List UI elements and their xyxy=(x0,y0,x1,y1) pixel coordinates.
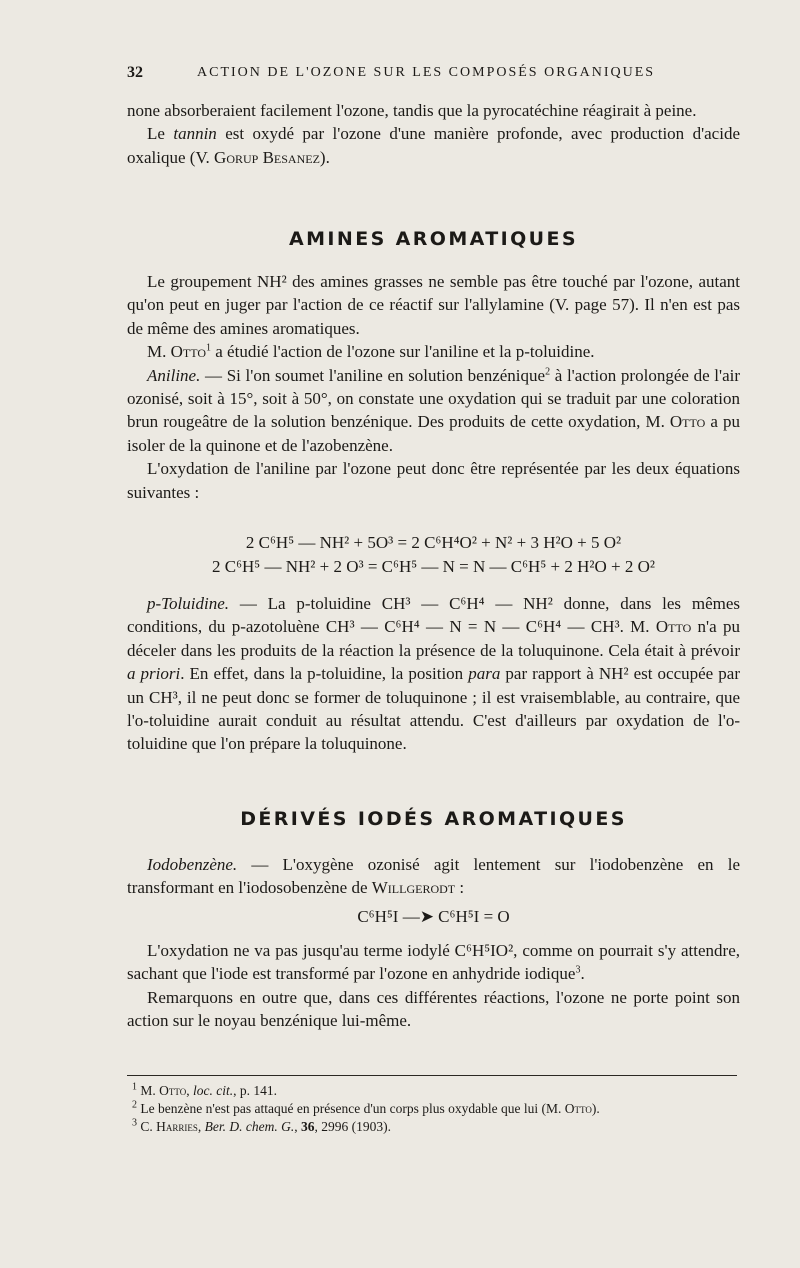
amines-text-top xyxy=(127,270,740,504)
iodobenzene-paragraph: Iodobenzène. — L'oxygène ozonisé agit lentement sur l'iodobenzène en le transformant en l'iodosobenzène de Willgerodt : xyxy=(127,855,740,898)
footnote-3: $^3$ C. Harries, Ber. D. chem. G., 36, 2996 (1903). xyxy=(132,1117,392,1134)
running-title: ACTION DE L'OZONE SUR LES COMPOSÉS ORGANIQUES xyxy=(197,65,656,80)
intro-paragraph-2: Le tannin est oxydé par l'ozone d'une manière profonde, avec production d'acide oxalique (V. Gorup Besanez). xyxy=(127,124,740,167)
equation-2: 2 C⁶H⁵ — NH² + 2 O³ = C⁶H⁵ — N = N — C⁶H⁵ + 2 H²O + 2 O² xyxy=(212,557,655,576)
italic-term: Aniline. xyxy=(147,365,201,385)
iodyle-paragraph: L'oxydation ne va pas jusqu'au terme iodylé C⁶H⁵IO², comme on pourrait s'y attendre, sachant que l'iode est transformé par l'ozone en anhydride iodique$^3$. xyxy=(127,941,740,984)
section-heading-amines: AMINES AROMATIQUES xyxy=(289,228,578,250)
amines-paragraph-1: Le groupement NH² des amines grasses ne semble pas être touché par l'ozone, autant qu'on peut en juger par l'action de ce réactif sur l'allylamine (V. page 57). Il n'en est pas de même des amines aromatiques. xyxy=(127,272,740,338)
toluidine-text xyxy=(127,592,740,756)
page-number: 32 xyxy=(127,64,143,81)
intro-text xyxy=(127,99,740,169)
italic-term: p-Toluidine. xyxy=(147,594,230,613)
footnote-1: $^1$ M. Otto, loc. cit., p. 141. xyxy=(132,1081,277,1098)
intro-paragraph-1: none absorberaient facilement l'ozone, tandis que la pyrocatéchine réagirait à peine. xyxy=(127,101,697,120)
equation-1: 2 C⁶H⁵ — NH² + 5O³ = 2 C⁶H⁴O² + N² + 3 H²O + 5 O² xyxy=(245,533,622,552)
section-heading-iodes: DÉRIVÉS IODÉS AROMATIQUES xyxy=(240,808,627,830)
footnote-divider xyxy=(127,1075,737,1076)
iodo-text xyxy=(127,853,740,900)
footnote-ref: 1 xyxy=(206,342,212,354)
author-name: Gorup Besanez xyxy=(214,147,320,167)
author-name: Otto xyxy=(655,617,692,637)
italic-term: tannin xyxy=(173,124,217,144)
aniline-paragraph: Aniline. — Si l'on soumet l'aniline en solution benzénique$^2$ à l'action prolongée de l'air ozonisé, soit à 15°, soit à 50°, on constate une oxydation qui se traduit par une coloration brun rougeâtre de la solution benzénique. Des produits de cette oxydation, M. Otto a pu isoler de la quinone et de l'azobenzène. xyxy=(127,365,741,455)
iodo-text-bottom xyxy=(127,939,740,1033)
footnotes xyxy=(132,1082,752,1136)
footnote-ref: 2 xyxy=(545,365,551,377)
amines-paragraph-2: M. Otto$^1$ a étudié l'action de l'ozone sur l'aniline et la p-toluidine. xyxy=(147,342,595,362)
author-name: Willgerodt xyxy=(371,878,456,898)
equations-intro: L'oxydation de l'aniline par l'ozone peut donc être représentée par les deux équations suivantes : xyxy=(127,459,740,502)
footnote-2: $^2$ Le benzène n'est pas attaqué en présence d'un corps plus oxydable que lui (M. Otto). xyxy=(132,1099,600,1116)
toluidine-paragraph: p-Toluidine. — La p-toluidine CH³ — C⁶H⁴ — NH² donne, dans les mêmes conditions, du p-azotoluène CH³ — C⁶H⁴ — N = N — C⁶H⁴ — CH³. M. Otto n'a pu déceler dans les produits de la réaction la présence de la toluquinone. Cela était à prévoir a priori. En effet, dans la p-toluidine, la position para par rapport à NH² est occupée par un CH³, il ne peut donc se former de toluquinone ; il est vraisemblable, au contraire, que l'o-toluidine aurait conduit au résultat attendu. C'est d'ailleurs par oxydation de l'o-toluidine que l'on prépare la toluquinone. xyxy=(127,594,740,754)
remark-paragraph: Remarquons en outre que, dans ces différentes réactions, l'ozone ne porte point son action sur le noyau benzénique lui-même. xyxy=(127,987,740,1031)
author-name: Otto xyxy=(170,342,207,362)
footnote-ref: 3 xyxy=(575,964,581,976)
running-header xyxy=(127,64,737,86)
equation-iodo: C⁶H⁵I —➤ C⁶H⁵I = O xyxy=(357,907,510,926)
italic-term: Iodobenzène. xyxy=(147,855,238,874)
author-name: Otto xyxy=(669,412,706,432)
